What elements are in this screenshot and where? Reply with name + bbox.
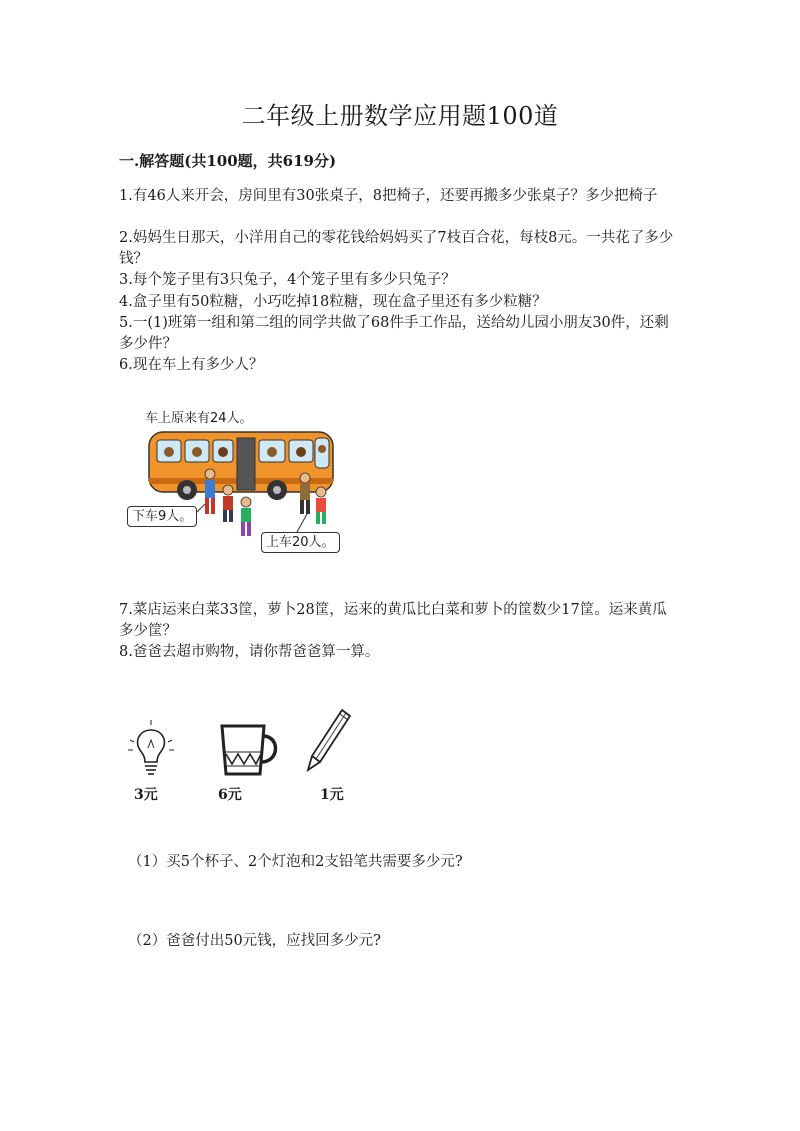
sub-question-1 [128,850,463,871]
label-get-off: 下车9人。 [127,506,197,527]
question-text: 妈妈生日那天，小洋用自己的零花钱给妈妈买了7枝百合花，每枝8元。一共花了多少钱？ [119,230,674,267]
sub-question-text: 爸爸付出50元钱，应找回多少元? [166,933,381,949]
bus-caption: 车上原来有24人。 [145,411,253,426]
question-text: 菜店运来白菜33筐，萝卜28筐，运来的黄瓜比白菜和萝卜的筐数少17筐。运来黄瓜多少筐？ [119,602,667,639]
question-number: 7. [119,602,133,618]
label-get-on: 上车20人。 [261,532,340,553]
items-figure [120,700,370,810]
pencil-icon [304,706,354,776]
bulb-price: 3元 [134,787,158,803]
question-number: 6. [119,357,133,373]
question-text: 有46人来开会，房间里有30张桌子，8把椅子，还要再搬多少张桌子？多少把椅子 [132,188,658,204]
light-bulb-icon [126,718,176,788]
section-header: 一.解答题(共100题，共619分) [119,152,337,170]
question-text: 每个笼子里有3只兔子，4个笼子里有多少只兔子？ [132,272,456,288]
question-6 [119,355,679,376]
sub-question-label: （2） [128,933,167,949]
question-1 [119,186,679,207]
question-number: 2. [119,230,133,246]
question-number: 5. [119,315,133,331]
question-3 [119,270,679,291]
cup-icon [216,720,286,780]
cup-price: 6元 [218,787,242,803]
sub-question-text: 买5个杯子、2个灯泡和2支铅笔共需要多少元? [166,854,463,870]
question-text: 一(1)班第一组和第二组的同学共做了68件手工作品，送给幼儿园小朋友30件，还剩多少件？ [119,315,669,352]
question-text: 现在车上有多少人？ [132,357,264,373]
question-7 [119,600,679,642]
question-number: 8. [119,644,133,660]
question-8 [119,642,679,663]
sub-question-label: （1） [128,854,167,870]
question-4 [119,292,679,313]
question-text: 盒子里有50粒糖，小巧吃掉18粒糖，现在盒子里还有多少粒糖？ [132,294,547,310]
question-2 [119,228,679,270]
bus-illustration [125,402,355,562]
question-number: 4. [119,294,133,310]
page-title: 二年级上册数学应用题100道 [241,102,559,130]
question-number: 3. [119,272,133,288]
sub-question-2 [128,929,381,950]
pencil-price: 1元 [320,787,344,803]
question-text: 爸爸去超市购物，请你帮爸爸算一算。 [132,644,380,660]
question-number: 1. [119,188,133,204]
question-5 [119,313,679,355]
